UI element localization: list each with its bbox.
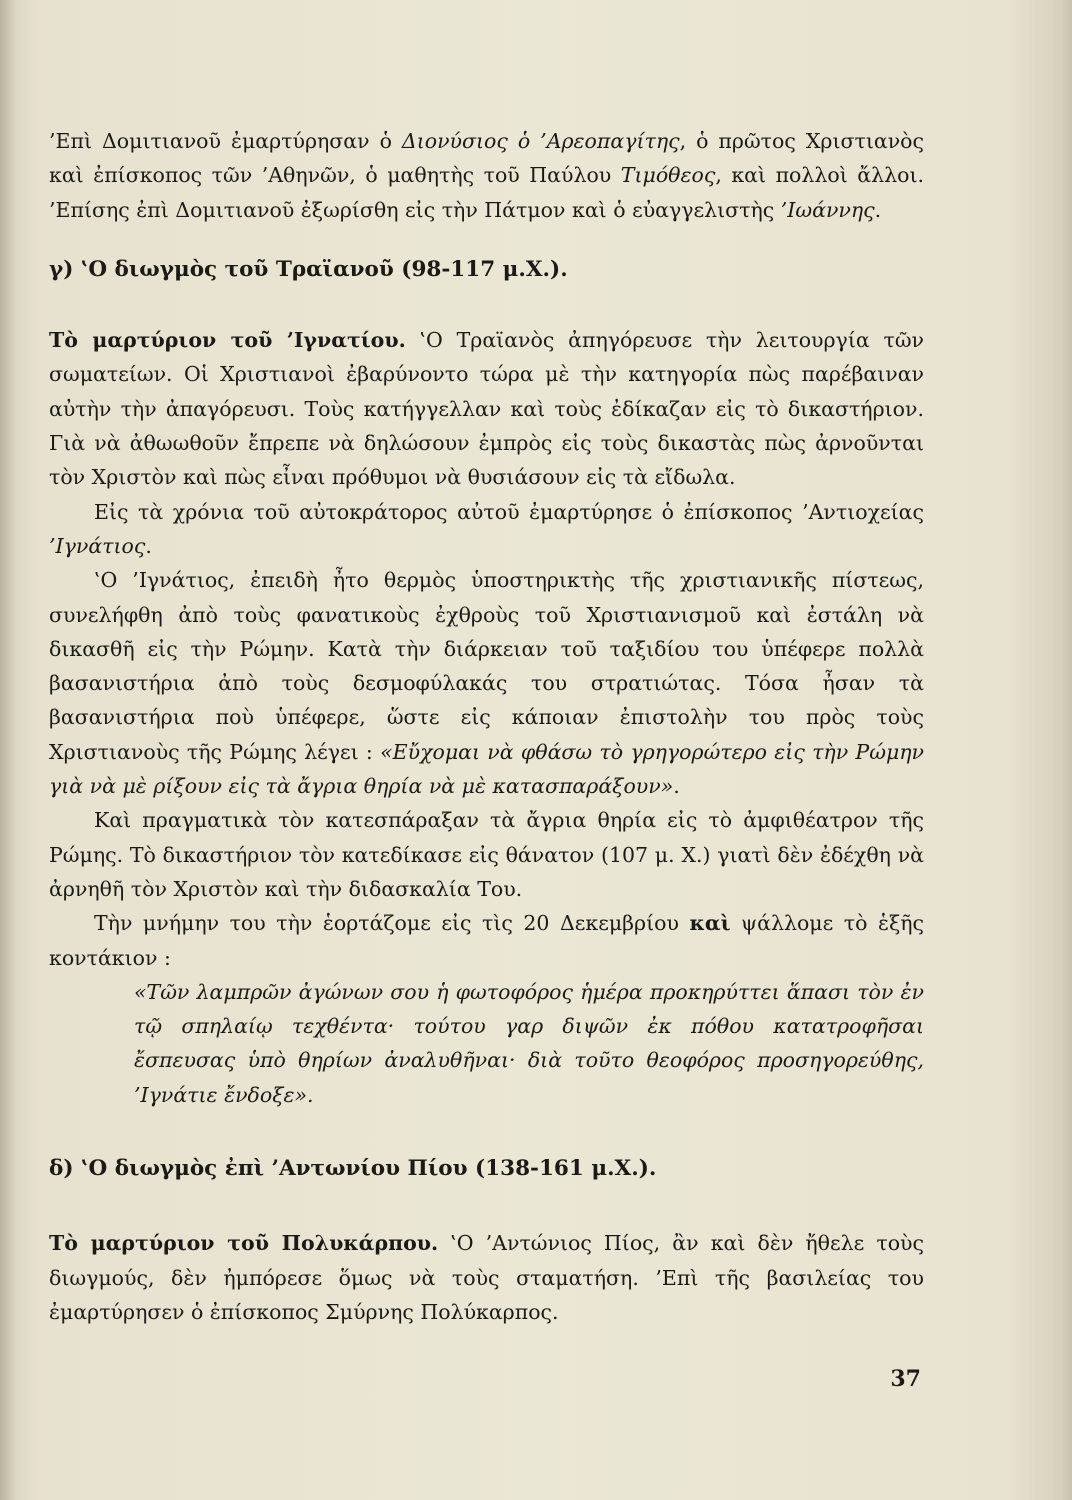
name-dionysios: Διονύσιος ὁ ’Αρεοπαγίτης	[401, 129, 680, 153]
text-run: , ὁ πρῶτος Χριστιανὸς καὶ ἐπίσκοπος τῶν ’Αθηνῶν, ὁ μαθητὴς τοῦ Παύλου	[49, 129, 924, 188]
text-run: ‛Ο ’Αντώνιος Πίος, ἂν καὶ δὲν ἤθελε τοὺς διωγμούς, δὲν ἠμπόρεσε ὅμως νὰ τοὺς σταματήση. ’Επὶ τῆς βασιλείας του ἐμαρτύρησεν ὁ ἐπίσκοπος Σμύρνης Πολύκαρπος.	[49, 1231, 924, 1324]
paragraph-feast-day	[49, 906, 924, 975]
text-run: ’Επὶ Δομιτιανοῦ ἐμαρτύρησαν ὁ	[49, 129, 402, 153]
subheading-ignatius: Τὸ μαρτύριον τοῦ ’Ιγνατίου.	[49, 328, 406, 353]
page-number: 37	[890, 1366, 921, 1392]
text-run: ψάλλομε τὸ ἑξῆς κοντάκιον :	[49, 911, 925, 970]
text-run: Τὴν μνήμην του τὴν ἑορτάζομε εἰς τὶς 20 Δεκεμβρίου	[94, 911, 690, 936]
name-timotheos: Τιμόθεος	[620, 163, 716, 188]
paragraph-domitian	[49, 124, 924, 227]
text-run: .	[673, 774, 680, 799]
name-ignatios: ’Ιγνάτιος	[49, 533, 146, 558]
name-ioannis: ’Ιωάννης	[780, 197, 875, 222]
text-run: Εἰς τὰ χρόνια τοῦ αὐτοκράτορος αὐτοῦ ἐμαρτύρησε ὁ ἐπίσκοπος ’Αντιοχείας	[94, 499, 924, 524]
text-run: ‛Ο ’Ιγνάτιος, ἐπειδὴ ἦτο θερμὸς ὑποστηρικτὴς τῆς χριστιανικῆς πίστεως, συνελήφθη ἀπὸ τοὺς φανατικοὺς ἐχθροὺς τοῦ Χριστιανισμοῦ καὶ ἐστάλη νὰ δικασθῆ εἰς τὴν Ρώμην. Κατὰ τὴν διάρκειαν τοῦ ταξιδίου του ὑπέφερε πολλὰ βασανιστήρια ἀπὸ τοὺς δεσμοφύλακάς του στρατιώτας. Τόσα ἦσαν τὰ βασανιστήρια ποὺ ὑπέφερε, ὥστε εἰς κάποιαν ἐπιστολὴν του πρὸς τοὺς Χριστιανοὺς τῆς Ρώμης λέγει :	[49, 568, 924, 764]
text-run-bold: καὶ	[689, 911, 731, 936]
kontakion-quote: «Τῶν λαμπρῶν ἀγώνων σου ἡ φωτοφόρος ἡμέρα προκηρύττει ἅπασι τὸν ἐν τῷ σπηλαίῳ τεχθέντα· τούτου γαρ διψῶν ἐκ πόθου κατατροφῆσαι ἔσπευσας ὑπὸ θηρίων ἀναλυθῆναι· διὰ τοῦτο θεοφόρος προσηγορεύθης, ’Ιγνάτιε ἔνδοξε».	[134, 979, 924, 1107]
text-run: , καὶ πολλοὶ ἄλλοι. ’Επίσης ἐπὶ Δομιτιανοῦ ἐξωρίσθη εἰς τὴν Πάτμον καὶ ὁ εὐαγγελιστὴς	[49, 163, 924, 222]
text-run: .	[874, 197, 882, 222]
page-content	[49, 124, 924, 1329]
subheading-polycarp: Τὸ μαρτύριον τοῦ Πολυκάρπου.	[49, 1231, 439, 1256]
section-heading-antoninus: δ) ‛Ο διωγμὸς ἐπὶ ’Αντωνίου Πίου (138-161 μ.Χ.).	[49, 1156, 657, 1182]
section-heading-trajan: γ) ‛Ο διωγμὸς τοῦ Τραϊανοῦ (98-117 μ.Χ.).	[49, 256, 568, 282]
paragraph-ignatius-martyrdom	[49, 323, 924, 494]
paragraph-ignatius-bishop	[49, 495, 924, 564]
quote-ignatius-letter: «Εὔχομαι νὰ φθάσω τὸ γρηγορώτερο εἰς τὴν Ρώμην γιὰ νὰ μὲ ρίξουν εἰς τὰ ἄγρια θηρία νὰ μὲ κατασπαράξουν»	[49, 739, 925, 799]
text-run: .	[145, 533, 152, 558]
text-run: ‛Ο Τραϊανὸς ἀπηγόρευσε τὴν λειτουργία τῶν σωματείων. Οἱ Χριστιανοὶ ἐβαρύνοντο τώρα μὲ τὴν κατηγορία πὼς παρέβαιναν αὐτὴν τὴν ἀπαγόρευσι. Τοὺς κατήγγελλαν καὶ τοὺς ἐδίκαζαν εἰς τὸ δικαστήριον. Γιὰ νὰ ἀθωωθοῦν ἔπρεπε νὰ δηλώσουν ἐμπρὸς εἰς τοὺς δικαστὰς πὼς ἀρνοῦνται τὸν Χριστὸν καὶ πὼς εἶναι πρόθυμοι νὰ θυσιάσουν εἰς τὰ εἴδωλα.	[49, 328, 924, 490]
paragraph-polycarp-martyrdom	[49, 1226, 924, 1329]
paragraph-ignatius-death: Καὶ πραγματικὰ τὸν κατεσπάραξαν τὰ ἄγρια θηρία εἰς τὸ ἀμφιθέατρον τῆς Ρώμης. Τὸ δικαστήριον τὸν κατεδίκασε εἰς θάνατον (107 μ. Χ.) γιατὶ δὲν ἐδέχθη νὰ ἀρνηθῆ τὸν Χριστὸν καὶ τὴν διδασκαλία Του.	[49, 808, 924, 901]
paragraph-ignatius-arrest	[49, 563, 924, 803]
